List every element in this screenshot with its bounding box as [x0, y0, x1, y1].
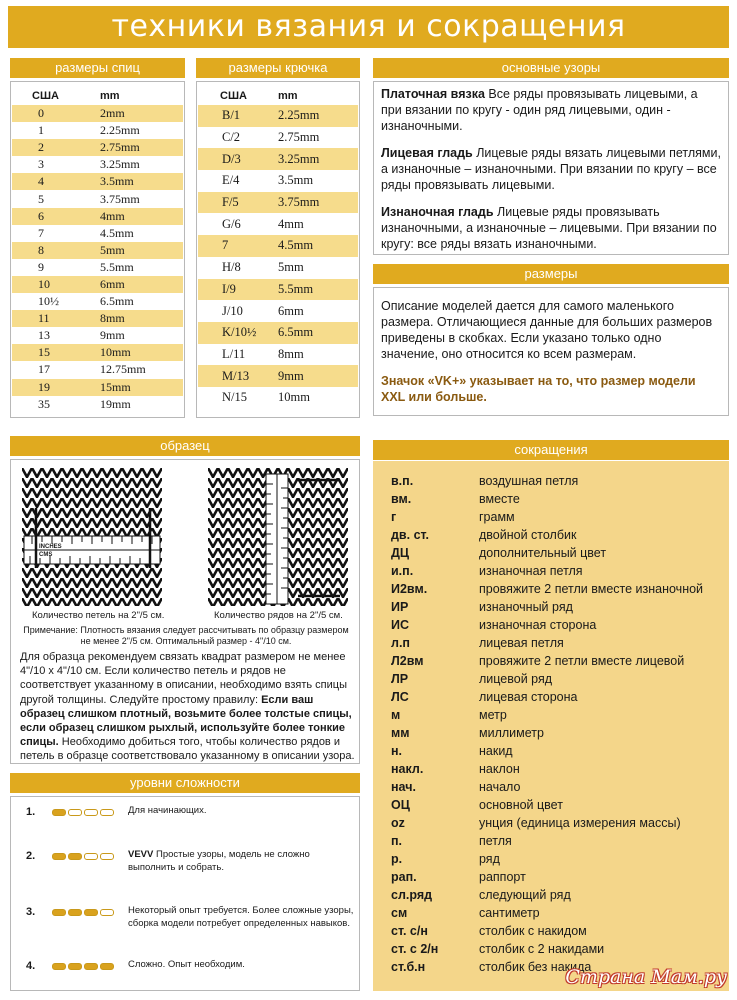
page-title: техники вязания и сокращения: [8, 6, 729, 48]
abbreviation-term: п.: [391, 834, 403, 848]
stitch-swatch-image: [22, 468, 162, 606]
level-text: Для начинающих.: [128, 805, 207, 816]
hook-size-row: [198, 344, 358, 366]
gauge-body-text: Для образца рекомендуем связать квадрат размером не менее 4"/10 х 4"/10 см. Если количество петель и рядов не соответствует указанному в описании, необходимо взять спицы другой толщины. Следуйте простому правилу:: [20, 651, 347, 706]
needle-mm-size: 6.5mm: [100, 294, 134, 309]
hooks-col-us: США: [220, 90, 247, 102]
abbreviation-term: дв. ст.: [391, 528, 430, 542]
level-description: [128, 848, 356, 874]
abbreviation-term: ст. с 2/н: [391, 942, 439, 956]
abbreviation-row: [391, 924, 721, 942]
hook-us-size: C/2: [222, 130, 241, 145]
filled-pip-icon: [52, 909, 66, 916]
needle-mm-size: 3.25mm: [100, 157, 140, 172]
hook-us-size: L/11: [222, 346, 246, 361]
needle-mm-size: 3.75mm: [100, 191, 140, 206]
needle-mm-size: 2.75mm: [100, 140, 140, 155]
abbreviation-term: м: [391, 708, 401, 722]
hook-us-size: I/9: [222, 281, 236, 296]
gauge-caption-stitches: Количество петель на 2"/5 см.: [32, 610, 165, 621]
hook-us-size: E/4: [222, 173, 240, 188]
hook-size-row: [198, 148, 358, 170]
level-number: 4.: [26, 960, 36, 972]
needle-size-row: [12, 208, 183, 225]
abbreviation-row: [391, 816, 721, 834]
hook-mm-size: 3.75mm: [278, 195, 320, 210]
abbreviation-meaning: раппорт: [479, 870, 526, 884]
needle-size-row: [12, 327, 183, 344]
pattern-term: Изнаночная гладь: [381, 205, 494, 219]
abbreviation-meaning: вместе: [479, 492, 520, 506]
hook-size-row: [198, 257, 358, 279]
abbreviation-row: [391, 834, 721, 852]
empty-pip-icon: [84, 853, 98, 860]
abbreviation-meaning: лицевая петля: [479, 636, 564, 650]
pattern-desc: Лицевые ряды провязывать изнаночными, а изнаночные – лицевыми. При вязании по кругу: все ряды вязать изнаночными.: [381, 205, 717, 251]
abbreviation-term: ЛС: [391, 690, 409, 704]
filled-pip-icon: [68, 853, 82, 860]
abbreviation-term: л.п: [391, 636, 410, 650]
abbreviation-row: [391, 690, 721, 708]
needle-us-size: 1: [38, 123, 44, 138]
difficulty-level: [26, 904, 356, 930]
abbreviation-meaning: провяжите 2 петли вместе лицевой: [479, 654, 685, 668]
needles-table: [12, 87, 183, 413]
abbreviation-term: ИР: [391, 600, 409, 614]
needle-mm-size: 15mm: [100, 379, 131, 394]
needle-mm-size: 6mm: [100, 276, 125, 291]
abbreviation-row: [391, 888, 721, 906]
level-text: Сложно. Опыт необходим.: [128, 959, 245, 970]
hook-size-row: [198, 127, 358, 149]
needle-size-row: [12, 344, 183, 361]
abbreviation-term: см: [391, 906, 408, 920]
filled-pip-icon: [52, 809, 66, 816]
difficulty-level: [26, 958, 356, 972]
level-description: [128, 804, 356, 817]
hook-us-size: K/10½: [222, 325, 257, 340]
abbreviation-meaning: следующий ряд: [479, 888, 571, 902]
filled-pip-icon: [52, 963, 66, 970]
sizes-header: размеры: [373, 264, 729, 284]
needle-size-row: [12, 139, 183, 156]
abbreviation-term: ст. с/н: [391, 924, 428, 938]
abbreviation-row: [391, 744, 721, 762]
needle-size-row: [12, 173, 183, 190]
needle-mm-size: 10mm: [100, 345, 131, 360]
patterns-header: основные узоры: [373, 58, 729, 78]
abbreviation-row: [391, 870, 721, 888]
needle-us-size: 5: [38, 191, 44, 206]
abbreviations-header: сокращения: [373, 440, 729, 460]
needle-size-row: [12, 122, 183, 139]
abbreviation-meaning: миллиметр: [479, 726, 544, 740]
pattern-desc: Лицевые ряды вязать лицевыми петлями, а изнаночные – изнаночными. При вязании по кругу – все ряды провязывать лицевыми.: [381, 146, 721, 192]
needle-mm-size: 5mm: [100, 242, 125, 257]
ruler-inches-label: INCHES: [39, 544, 62, 550]
abbreviation-term: накл.: [391, 762, 424, 776]
abbreviation-meaning: грамм: [479, 510, 515, 524]
needle-mm-size: 2.25mm: [100, 123, 140, 138]
abbreviation-row: [391, 852, 721, 870]
abbreviation-meaning: столбик с 2 накидами: [479, 942, 605, 956]
filled-pip-icon: [68, 909, 82, 916]
abbreviation-meaning: основной цвет: [479, 798, 563, 812]
pattern-term: Лицевая гладь: [381, 146, 473, 160]
needle-us-size: 9: [38, 259, 44, 274]
hook-size-row: [198, 387, 358, 409]
abbreviation-meaning: начало: [479, 780, 521, 794]
needle-us-size: 4: [38, 174, 44, 189]
abbreviation-meaning: лицевая сторона: [479, 690, 578, 704]
abbreviation-row: [391, 654, 721, 672]
gauge-body-text-end: Необходимо добиться того, чтобы количество рядов и петель в образце соответствовало указанному в описании узора.: [20, 736, 355, 763]
abbreviation-term: ОЦ: [391, 798, 410, 812]
needles-col-mm: mm: [100, 90, 120, 102]
filled-pip-icon: [52, 853, 66, 860]
abbreviation-term: р.: [391, 852, 403, 866]
abbreviation-row: [391, 546, 721, 564]
abbreviation-row: [391, 798, 721, 816]
hook-mm-size: 3.25mm: [278, 151, 320, 166]
abbreviation-row: [391, 636, 721, 654]
needle-size-row: [12, 105, 183, 122]
needle-us-size: 0: [38, 106, 44, 121]
pattern-reverse-stockinette: [381, 204, 721, 252]
abbreviation-term: г: [391, 510, 397, 524]
needle-mm-size: 9mm: [100, 328, 125, 343]
difficulty-meter: [52, 848, 128, 860]
pattern-desc: Все ряды провязывать лицевыми, а при вязании по кругу - один ряд лицевыми, один - изнаночными.: [381, 87, 698, 133]
difficulty-level: [26, 804, 356, 818]
ruler-cms-label: CMS: [39, 552, 53, 558]
needle-us-size: 6: [38, 208, 44, 223]
abbreviation-row: [391, 672, 721, 690]
hook-size-row: [198, 170, 358, 192]
hook-size-row: [198, 192, 358, 214]
abbreviation-row: [391, 780, 721, 798]
needle-size-row: [12, 242, 183, 259]
abbreviation-meaning: изнаночная петля: [479, 564, 583, 578]
needle-size-row: [12, 361, 183, 378]
empty-pip-icon: [84, 809, 98, 816]
hook-mm-size: 4mm: [278, 216, 304, 231]
empty-pip-icon: [100, 809, 114, 816]
needle-size-row: [12, 310, 183, 327]
needle-mm-size: 4mm: [100, 208, 125, 223]
needles-col-us: США: [32, 90, 59, 102]
hook-mm-size: 5.5mm: [278, 281, 314, 296]
hook-us-size: B/1: [222, 108, 241, 123]
hook-size-row: [198, 300, 358, 322]
needle-us-size: 2: [38, 140, 44, 155]
abbreviation-meaning: ряд: [479, 852, 500, 866]
gauge-caption-rows: Количество рядов на 2"/5 см.: [214, 610, 343, 621]
hook-mm-size: 5mm: [278, 260, 304, 275]
abbreviation-row: [391, 618, 721, 636]
abbreviation-term: нач.: [391, 780, 416, 794]
patterns-text: [381, 86, 721, 252]
needle-mm-size: 5.5mm: [100, 259, 134, 274]
abbreviation-term: в.п.: [391, 474, 414, 488]
abbreviation-row: [391, 474, 721, 492]
level-text: Некоторый опыт требуется. Более сложные узоры, сборка модели потребует определенных навыков.: [128, 905, 354, 929]
hook-size-row: [198, 365, 358, 387]
abbreviation-row: [391, 510, 721, 528]
hook-mm-size: 6.5mm: [278, 325, 314, 340]
level-number: 2.: [26, 850, 36, 862]
needle-size-row: [12, 396, 183, 413]
gauge-note: Примечание: Плотность вязания следует рассчитывать по образцу размером не менее 2"/5 см. Оптимальный размер - 4"/10 см.: [23, 625, 349, 646]
abbreviation-row: [391, 492, 721, 510]
hook-size-row: [198, 213, 358, 235]
needles-header: размеры спиц: [10, 58, 185, 78]
abbreviation-meaning: дополнительный цвет: [479, 546, 607, 560]
hook-size-row: [198, 105, 358, 127]
gauge-body: [20, 650, 356, 764]
needle-us-size: 17: [38, 362, 50, 377]
needle-mm-size: 19mm: [100, 396, 131, 411]
empty-pip-icon: [100, 909, 114, 916]
needle-mm-size: 12.75mm: [100, 362, 146, 377]
needle-size-row: [12, 190, 183, 207]
needle-us-size: 3: [38, 157, 44, 172]
hook-us-size: G/6: [222, 216, 241, 231]
hook-mm-size: 9mm: [278, 368, 304, 383]
abbreviation-row: [391, 708, 721, 726]
abbreviation-term: Л2вм: [391, 654, 424, 668]
pattern-stockinette: [381, 145, 721, 193]
gauge-body-rule: Если ваш образец слишком плотный, возьмите более толстые спицы, если образец слишком рыхлый, используйте более тонкие спицы.: [20, 693, 352, 749]
level-text: Простые узоры, модель не сложно выполнить и собрать.: [128, 849, 310, 873]
needle-us-size: 13: [38, 328, 50, 343]
abbreviation-term: рап.: [391, 870, 417, 884]
needle-size-row: [12, 276, 183, 293]
hook-mm-size: 8mm: [278, 346, 304, 361]
hook-us-size: D/3: [222, 151, 241, 166]
hooks-header: размеры крючка: [196, 58, 360, 78]
needle-size-row: [12, 379, 183, 396]
abbreviation-meaning: сантиметр: [479, 906, 540, 920]
abbreviation-row: [391, 528, 721, 546]
hook-us-size: N/15: [222, 390, 247, 405]
needle-mm-size: 8mm: [100, 311, 125, 326]
hook-mm-size: 10mm: [278, 390, 310, 405]
level-description: [128, 958, 356, 971]
abbreviation-row: [391, 906, 721, 924]
abbreviation-term: oz: [391, 816, 405, 830]
hooks-table-head: [198, 87, 358, 105]
difficulty-meter: [52, 904, 128, 916]
filled-pip-icon: [84, 963, 98, 970]
hook-us-size: J/10: [222, 303, 243, 318]
level-prefix: VEVV: [128, 849, 154, 860]
gauge-header: образец: [10, 436, 360, 456]
needle-us-size: 11: [38, 311, 50, 326]
abbreviation-meaning: унция (единица измерения массы): [479, 816, 681, 830]
hook-size-row: [198, 279, 358, 301]
pattern-term: Платочная вязка: [381, 87, 485, 101]
level-number: 1.: [26, 806, 36, 818]
hook-mm-size: 2.75mm: [278, 130, 320, 145]
needle-us-size: 7: [38, 225, 44, 240]
abbreviation-meaning: столбик с накидом: [479, 924, 587, 938]
abbreviation-row: [391, 726, 721, 744]
sizes-note: Значок «VK+» указывает на то, что размер модели XXL или больше.: [381, 374, 696, 404]
sizes-description: Описание моделей дается для самого маленького размера. Отличающиеся данные для больших размеров приведены в скобках. Если указано только одно значение, оно относится ко всем размерам.: [381, 299, 713, 361]
watermark-logo: Страна Мам.ру: [565, 966, 727, 988]
abbreviation-meaning: наклон: [479, 762, 520, 776]
filled-pip-icon: [68, 963, 82, 970]
needle-us-size: 15: [38, 345, 50, 360]
pattern-garter: [381, 86, 721, 134]
abbreviation-term: сл.ряд: [391, 888, 433, 902]
hook-mm-size: 4.5mm: [278, 238, 314, 253]
abbreviation-meaning: накид: [479, 744, 513, 758]
hook-size-row: [198, 235, 358, 257]
hook-mm-size: 3.5mm: [278, 173, 314, 188]
needle-size-row: [12, 293, 183, 310]
abbreviation-row: [391, 942, 721, 960]
abbreviation-meaning: двойной столбик: [479, 528, 577, 542]
abbreviation-term: ст.б.н: [391, 960, 426, 974]
needle-us-size: 8: [38, 242, 44, 257]
needle-mm-size: 2mm: [100, 106, 125, 121]
abbreviation-row: [391, 600, 721, 618]
hook-size-row: [198, 322, 358, 344]
needle-mm-size: 3.5mm: [100, 174, 134, 189]
row-swatch-image: [208, 468, 348, 606]
filled-pip-icon: [84, 909, 98, 916]
abbreviation-term: мм: [391, 726, 410, 740]
level-description: [128, 904, 356, 930]
hook-us-size: 7: [222, 238, 229, 253]
empty-pip-icon: [68, 809, 82, 816]
abbreviation-meaning: столбик без накида: [479, 960, 592, 974]
needle-us-size: 10½: [38, 294, 59, 309]
level-number: 3.: [26, 906, 36, 918]
abbreviations-panel: [373, 461, 729, 991]
hooks-table: [198, 87, 358, 409]
hook-mm-size: 6mm: [278, 303, 304, 318]
hook-us-size: M/13: [222, 368, 250, 383]
needle-us-size: 19: [38, 379, 50, 394]
abbreviation-meaning: изнаночный ряд: [479, 600, 573, 614]
abbreviation-term: ИС: [391, 618, 410, 632]
empty-pip-icon: [100, 853, 114, 860]
abbreviation-term: ДЦ: [391, 546, 410, 560]
needles-table-head: [12, 87, 183, 105]
abbreviation-row: [391, 564, 721, 582]
abbreviation-meaning: лицевой ряд: [479, 672, 553, 686]
hooks-col-mm: mm: [278, 90, 298, 102]
abbreviation-meaning: провяжите 2 петли вместе изнаночной: [479, 582, 704, 596]
needle-size-row: [12, 225, 183, 242]
abbreviation-meaning: воздушная петля: [479, 474, 579, 488]
difficulty-level: [26, 848, 356, 874]
abbreviation-term: н.: [391, 744, 403, 758]
abbreviation-meaning: метр: [479, 708, 507, 722]
needle-us-size: 35: [38, 396, 50, 411]
abbreviation-term: вм.: [391, 492, 412, 506]
abbreviation-meaning: петля: [479, 834, 512, 848]
abbreviation-term: И2вм.: [391, 582, 428, 596]
hook-mm-size: 2.25mm: [278, 108, 320, 123]
abbreviation-term: и.п.: [391, 564, 414, 578]
difficulty-meter: [52, 958, 128, 970]
hook-us-size: H/8: [222, 260, 241, 275]
hook-us-size: F/5: [222, 195, 239, 210]
abbreviation-meaning: изнаночная сторона: [479, 618, 597, 632]
abbreviation-row: [391, 582, 721, 600]
sizes-text: [381, 298, 721, 405]
levels-header: уровни сложности: [10, 773, 360, 793]
needle-mm-size: 4.5mm: [100, 225, 134, 240]
needle-size-row: [12, 259, 183, 276]
needle-size-row: [12, 156, 183, 173]
difficulty-meter: [52, 804, 128, 816]
abbreviation-row: [391, 762, 721, 780]
needle-us-size: 10: [38, 276, 50, 291]
abbreviation-term: ЛР: [391, 672, 409, 686]
filled-pip-icon: [100, 963, 114, 970]
